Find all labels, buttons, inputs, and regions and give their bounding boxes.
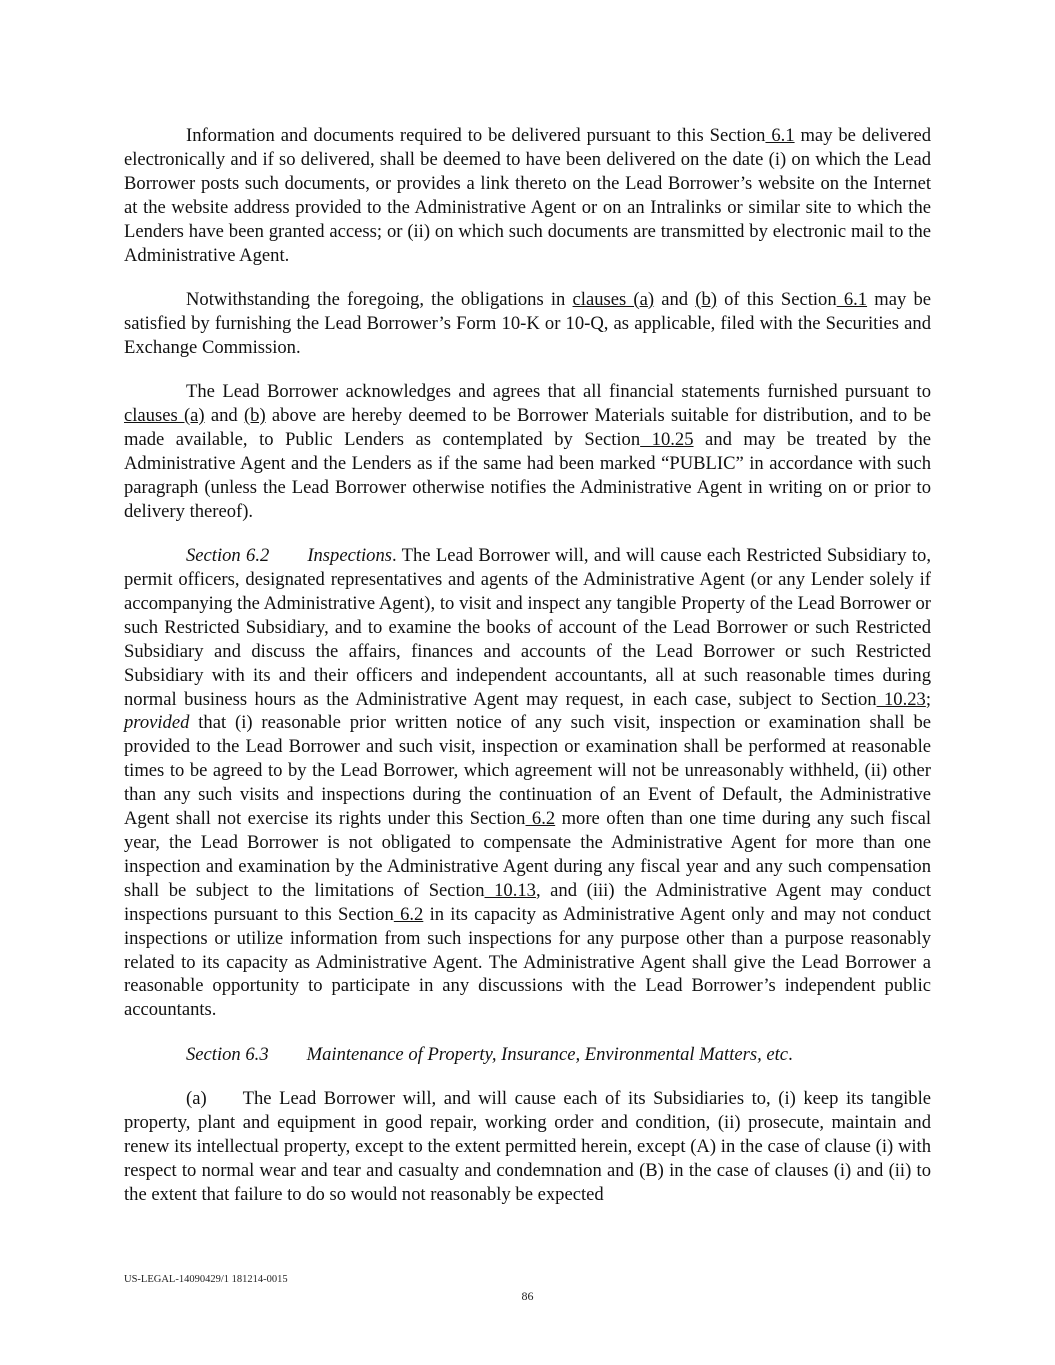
clause-reference: clauses (a)	[572, 288, 655, 310]
section-reference: 6.2	[525, 808, 556, 830]
clause-reference: (b)	[243, 405, 266, 427]
clause-a-paragraph: (a) The Lead Borrower will, and will cause each of its Subsidiaries to, (i) keep its tangible property, plant and equipment in good repair, working order and condition, (ii) prosecute, maintain and renew its intellectual property, except to the extent permitted herein, except (A) in the case of clause (i) with respect to normal wear and tear and casualty and condemnation and (B) in the case of clauses (i) and (ii) to the extent that failure to do so would not reasonably be expected	[124, 1088, 931, 1205]
section-number: Section 6.3	[186, 1043, 269, 1065]
provided-term: provided	[124, 712, 190, 734]
page-number: 86	[521, 1289, 534, 1303]
section-reference: 10.25	[640, 428, 694, 450]
clause-reference: clauses (a)	[124, 405, 205, 427]
page-body	[124, 124, 931, 1227]
section-number: Section 6.2	[186, 545, 270, 567]
section-reference: 10.23	[876, 688, 926, 710]
paragraph-acknowledgement: The Lead Borrower acknowledges and agrees that all financial statements furnished pursuant to clauses (a) and (b) above are hereby deemed to be Borrower Materials suitable for distribution, and to be made available, to Public Lenders as contemplated by Section 10.25 and may be treated by the Administrative Agent and the Lenders as if the same had been marked “PUBLIC” in accordance with such paragraph (unless the Lead Borrower otherwise notifies the Administrative Agent in writing on or prior to delivery thereof).	[124, 381, 931, 522]
section-title: Maintenance of Property, Insurance, Environmental Matters, etc	[306, 1043, 789, 1065]
section-reference: 10.13	[484, 879, 536, 901]
section-6-3-heading: Section 6.3 Maintenance of Property, Insurance, Environmental Matters, etc.	[186, 1043, 793, 1065]
section-title: Inspections	[307, 545, 393, 567]
paragraph-electronic-delivery: Information and documents required to be delivered pursuant to this Section 6.1 may be delivered electronically and if so delivered, shall be deemed to have been delivered on the date (i) on which the Lead Borrower posts such documents, or provides a link thereto on the Lead Borrower’s website on the Internet at the website address provided to the Administrative Agent or on an Intralinks or similar site to which the Lenders have been granted access; or (ii) on which such documents are transmitted by electronic mail to the Administrative Agent.	[124, 125, 931, 266]
section-reference: 6.2	[393, 903, 424, 925]
document-id-footer: US-LEGAL-14090429/1 181214-0015	[124, 1274, 288, 1285]
paragraph-notwithstanding: Notwithstanding the foregoing, the obligations in clauses (a) and (b) of this Section 6.1 may be satisfied by furnishing the Lead Borrower’s Form 10-K or 10-Q, as applicable, filed with the Securities and Exchange Commission.	[124, 288, 932, 358]
section-reference: 6.1	[765, 125, 795, 146]
clause-label: (a)	[186, 1088, 207, 1110]
section-6-2-inspections: Section 6.2 Inspections. The Lead Borrower will, and will cause each Restricted Subsidiary to, permit officers, designated representatives and agents of the Administrative Agent (or any Lender solely if accompanying the Administrative Agent), to visit and inspect any tangible Property of the Lead Borrower or such Restricted Subsidiary, and to examine the books of account of the Lead Borrower or such Restricted Subsidiary and discuss the affairs, finances and accounts of the Lead Borrower or such Restricted Subsidiary with its and their officers and independent accountants, all at such reasonable times during normal business hours as the Administrative Agent may request, in each case, subject to Section 10.23; provided that (i) reasonable prior written notice of any such visit, inspection or examination shall be provided to the Lead Borrower and such visit, inspection or examination shall be performed at reasonable times to be agreed to by the Lead Borrower, which agreement will not be unreasonably withheld, (ii) other than any such visits and inspections during the continuation of an Event of Default, the Administrative Agent shall not exercise its rights under this Section 6.2 more often than one time during any such fiscal year, the Lead Borrower is not obligated to compensate the Administrative Agent for more than one inspection and examination by the Administrative Agent during any fiscal year and any such compensation shall be subject to the limitations of Section 10.13, and (iii) the Administrative Agent may conduct inspections pursuant to this Section 6.2 in its capacity as Administrative Agent only and may not conduct inspections or utilize information from such inspections for any purpose other than a purpose reasonably related to its capacity as Administrative Agent. The Administrative Agent shall give the Lead Borrower a reasonable opportunity to participate in any discussions with the Lead Borrower’s independent public accountants.	[124, 545, 932, 1021]
section-reference: 6.1	[836, 288, 868, 310]
clause-reference: (b)	[695, 288, 717, 310]
